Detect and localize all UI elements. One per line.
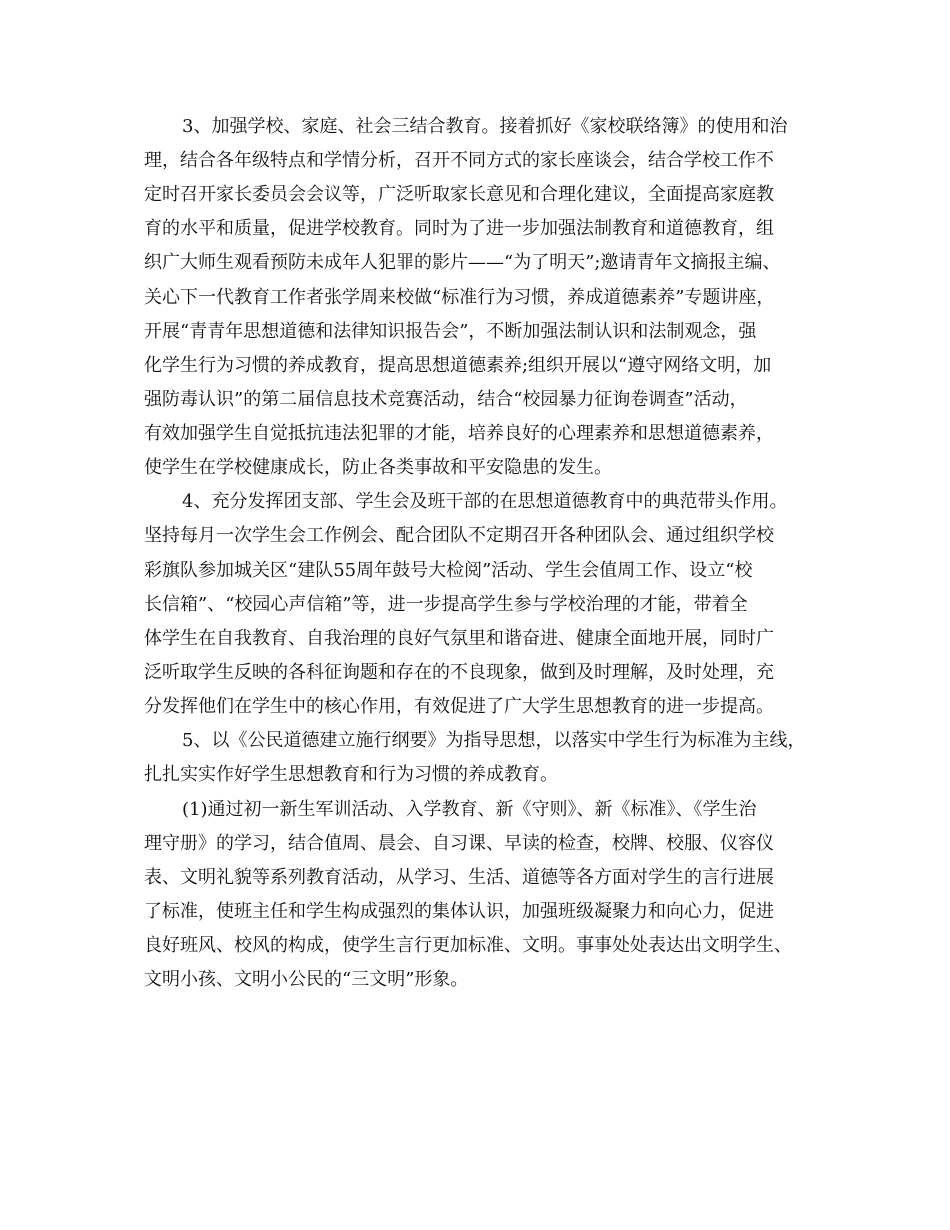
paragraph-1-line-8: 化学生行为习惯的养成教育，提高思想道德素养;组织开展以“遵守网络文明，加 (144, 355, 772, 376)
paragraph-1-line-7: 开展“青青年思想道德和法律知识报告会”，不断加强法制认识和法制观念，强 (144, 321, 757, 342)
paragraph-4-line-6: 文明小孩、文明小公民的“三文明”形象。 (144, 969, 469, 990)
paragraph-1-line-9: 强防毒认识”的第二届信息技术竞赛活动，结合“校园暴力征询卷调查”活动， (144, 389, 748, 410)
paragraph-1-line-3: 定时召开家长委员会会议等，广泛听取家长意见和合理化建议，全面提高家庭教 (144, 184, 774, 205)
paragraph-2-line-1: 4、充分发挥团支部、学生会及班干部的在思想道德教育中的典范带头作用。 (182, 491, 788, 512)
paragraph-3-line-1: 5、以《公民道德建立施行纲要》为指导思想，以落实中学生行为标准为主线， (182, 730, 806, 751)
paragraph-1-line-5: 织广大师生观看预防未成年人犯罪的影片——“为了明天”;邀请青年文摘报主编、 (144, 252, 781, 273)
paragraph-2-line-2: 坚持每月一次学生会工作例会、配合团队不定期召开各种团队会、通过组织学校 (144, 525, 774, 546)
paragraph-1-line-11: 使学生在学校健康成长，防止各类事故和平安隐患的发生。 (144, 457, 612, 478)
paragraph-4-line-1: (1)通过初一新生军训活动、入学教育、新《守则》、新《标准》、《学生治 (182, 799, 757, 820)
paragraph-1-line-6: 关心下一代教育工作者张学周来校做“标准行为习惯，养成道德素养”专题讲座， (144, 287, 775, 308)
paragraph-2-line-5: 体学生在自我教育、自我治理的良好气氛里和谐奋进、健康全面地开展，同时广 (144, 628, 774, 649)
paragraph-3-line-2: 扎扎实实作好学生思想教育和行为习惯的养成教育。 (144, 764, 558, 785)
paragraph-2-line-7: 分发挥他们在学生中的核心作用，有效促进了广大学生思想教育的进一步提高。 (144, 696, 774, 717)
paragraph-4-line-5: 良好班风、校风的构成，使学生言行更加标准、文明。事事处处表达出文明学生、 (144, 935, 792, 956)
paragraph-4-line-3: 表、文明礼貌等系列教育活动，从学习、生活、道德等各方面对学生的言行进展 (144, 867, 774, 888)
paragraph-1-line-2: 理，结合各年级特点和学情分析，召开不同方式的家长座谈会，结合学校工作不 (144, 150, 774, 171)
paragraph-2-line-3: 彩旗队参加城关区“建队55周年鼓号大检阅”活动、学生会值周工作、设立“校 (144, 560, 753, 581)
paragraph-1-line-4: 育的水平和质量，促进学校教育。同时为了进一步加强法制教育和道德教育，组 (144, 218, 774, 239)
paragraph-1-line-10: 有效加强学生自觉抵抗违法犯罪的才能，培养良好的心理素养和思想道德素养， (144, 423, 774, 444)
paragraph-2-line-6: 泛听取学生反映的各科征询题和存在的不良现象，做到及时理解，及时处理，充 (144, 662, 774, 683)
paragraph-4-line-2: 理守册》的学习，结合值周、晨会、自习课、早读的检查，校牌、校服、仪容仪 (144, 833, 774, 854)
paragraph-2-line-4: 长信箱”、“校园心声信箱”等，进一步提高学生参与学校治理的才能，带着全 (144, 594, 748, 615)
paragraph-4-line-4: 了标准，使班主任和学生构成强烈的集体认识，加强班级凝聚力和向心力，促进 (144, 901, 774, 922)
paragraph-1-line-1: 3、加强学校、家庭、社会三结合教育。接着抓好《家校联络簿》的使用和治 (182, 116, 788, 137)
